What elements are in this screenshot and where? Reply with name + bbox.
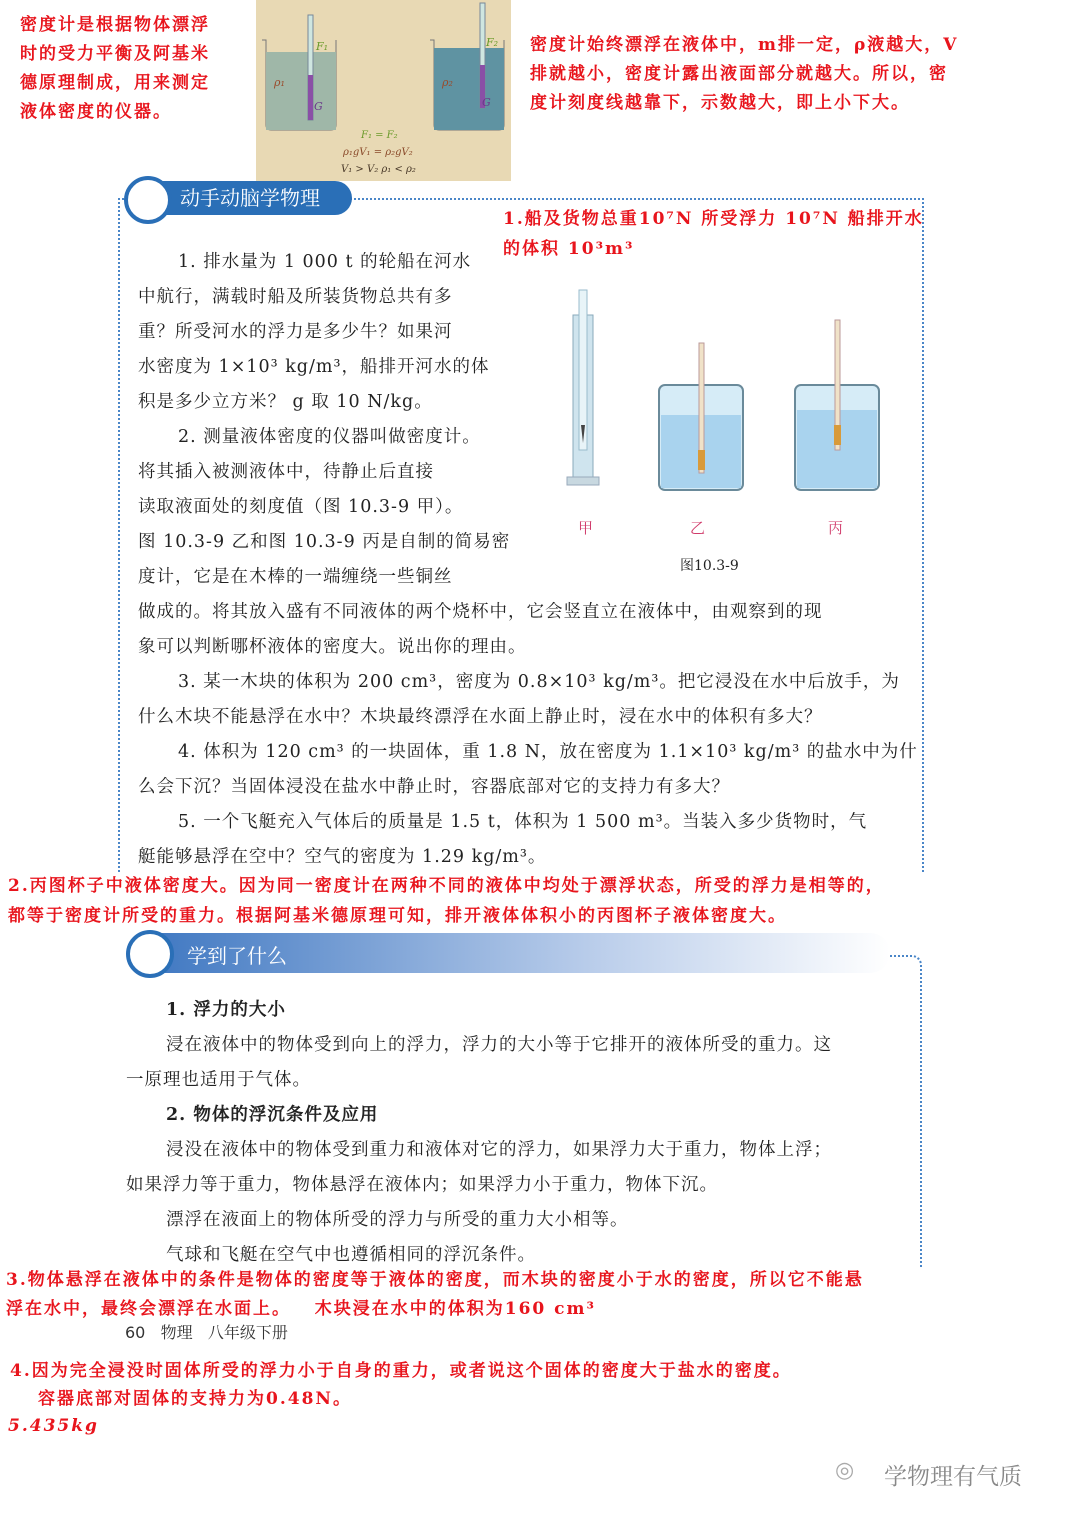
answer-4-line: 4.因为完全浸没时固体所受的浮力小于自身的重力，或者说这个固体的密度大于盐水的密度。 <box>10 1361 792 1381</box>
text-line: 重？所受河水的浮力是多少牛？如果河 <box>138 322 453 342</box>
text-line: 艇能够悬浮在空中？空气的密度为 1.29 kg/m³。 <box>138 847 547 867</box>
hand-icon <box>124 176 172 224</box>
answer-3-line: 3.物体悬浮在液体中的条件是物体的密度等于液体的密度，而木块的密度小于水的密度，所以它不能悬 <box>6 1270 864 1290</box>
text-line: 漂浮在液面上的物体所受的浮力与所受的重力大小相等。 <box>166 1210 629 1230</box>
text-line: 1. 排水量为 1 000 t 的轮船在河水 <box>178 252 472 272</box>
label-f2: F₂ <box>486 36 499 49</box>
note-line: 液体密度的仪器。 <box>20 102 172 122</box>
text-line: 读取液面处的刻度值（图 10.3-9 甲）。 <box>138 497 464 517</box>
text-line: 3. 某一木块的体积为 200 cm³，密度为 0.8×10³ kg/m³。把它浸没在水中后放手，为 <box>178 672 900 692</box>
answer-2-line: 都等于密度计所受的重力。根据阿基米德原理可知，排开液体体积小的丙图杯子液体密度大。 <box>8 906 787 926</box>
hydrometer-diagram <box>256 0 511 181</box>
equation-3: V₁ > V₂ ρ₁ < ρ₂ <box>341 164 416 175</box>
figure-label-jia: 甲 <box>578 519 594 537</box>
figure-caption: 图10.3-9 <box>680 558 739 574</box>
text-line: 一原理也适用于气体。 <box>126 1070 311 1090</box>
figure-label-bing: 丙 <box>828 519 844 537</box>
answer-1-line: 1.船及货物总重10⁷N 所受浮力 10⁷N 船排开水 <box>503 209 924 229</box>
answer-4-line: 容器底部对固体的支持力为0.48N。 <box>38 1389 352 1409</box>
text-line: 度计，它是在木棒的一端缠绕一些铜丝 <box>138 567 453 587</box>
text-line: 浸在液体中的物体受到向上的浮力，浮力的大小等于它排开的液体所受的重力。这 <box>166 1035 832 1055</box>
label-rho1: ρ₁ <box>274 76 285 89</box>
text-line: 水密度为 1×10³ kg/m³，船排开河水的体 <box>138 357 490 377</box>
text-line: 2. 测量液体密度的仪器叫做密度计。 <box>178 427 481 447</box>
answer-3-line: 浮在水中，最终会漂浮在水面上。 木块浸在水中的体积为160 cm³ <box>6 1299 596 1319</box>
text-line: 气球和飞艇在空气中也遵循相同的浮沉条件。 <box>166 1245 536 1265</box>
note-line: 德原理制成，用来测定 <box>20 73 210 93</box>
note-line: 排就越小，密度计露出液面部分就越大。所以，密 <box>530 64 948 84</box>
summary-heading-1: 1. 浮力的大小 <box>166 1000 286 1020</box>
pencil-icon <box>126 930 174 978</box>
equation-2: ρ₁gV₁ = ρ₂gV₂ <box>343 147 413 158</box>
text-line: 么会下沉？当固体浸没在盐水中静止时，容器底部对它的支持力有多大？ <box>138 777 730 797</box>
page-footer: 60 物理 八年级下册 <box>125 1323 288 1342</box>
section-title: 动手动脑学物理 <box>180 186 320 210</box>
answer-5: 5.435kg <box>8 1416 99 1436</box>
text-line: 图 10.3-9 乙和图 10.3-9 丙是自制的简易密 <box>138 532 511 552</box>
label-rho2: ρ₂ <box>442 76 453 89</box>
text-line: 5. 一个飞艇充入气体后的质量是 1.5 t，体积为 1 500 m³。当装入多少货物时，气 <box>178 812 868 832</box>
text-line: 做成的。将其放入盛有不同液体的两个烧杯中，它会竖直立在液体中，由观察到的现 <box>138 602 823 622</box>
note-line: 密度计是根据物体漂浮 <box>20 15 210 35</box>
answer-2-line: 2.丙图杯子中液体密度大。因为同一密度计在两种不同的液体中均处于漂浮状态，所受的浮力是相等的， <box>8 876 885 896</box>
text-line: 如果浮力等于重力，物体悬浮在液体内；如果浮力小于重力，物体下沉。 <box>126 1175 718 1195</box>
text-line: 浸没在液体中的物体受到重力和液体对它的浮力，如果浮力大于重力，物体上浮； <box>166 1140 832 1160</box>
label-g2: G <box>482 96 491 109</box>
text-line: 4. 体积为 120 cm³ 的一块固体，重 1.8 N，放在密度为 1.1×10³ kg/m³ 的盐水中为什 <box>178 742 918 762</box>
summary-box-border <box>890 955 922 1267</box>
section-title: 学到了什么 <box>187 944 287 968</box>
text-line: 象可以判断哪杯液体的密度大。说出你的理由。 <box>138 637 527 657</box>
text-line: 中航行，满载时船及所装货物总共有多 <box>138 287 453 307</box>
text-line: 什么木块不能悬浮在水中？木块最终漂浮在水面上静止时，浸在水中的体积有多大？ <box>138 707 823 727</box>
equation-1: F₁ = F₂ <box>361 130 398 141</box>
figure-hydrometers <box>555 285 885 500</box>
watermark: 学物理有气质 <box>884 1464 1022 1490</box>
note-line: 密度计始终漂浮在液体中，m排一定，ρ液越大，V <box>530 35 959 55</box>
answer-1-line: 的体积 10³m³ <box>503 239 635 259</box>
text-line: 将其插入被测液体中，待静止后直接 <box>138 462 434 482</box>
summary-heading-2: 2. 物体的浮沉条件及应用 <box>166 1105 379 1125</box>
figure-label-yi: 乙 <box>690 519 706 537</box>
note-line: 时的受力平衡及阿基米 <box>20 44 210 64</box>
label-f1: F₁ <box>316 40 329 53</box>
wechat-icon: ◎ <box>835 1458 855 1483</box>
note-line: 度计刻度线越靠下，示数越大，即上小下大。 <box>530 93 910 113</box>
text-line: 积是多少立方米？ g 取 10 N/kg。 <box>138 392 433 412</box>
label-g1: G <box>314 100 323 113</box>
